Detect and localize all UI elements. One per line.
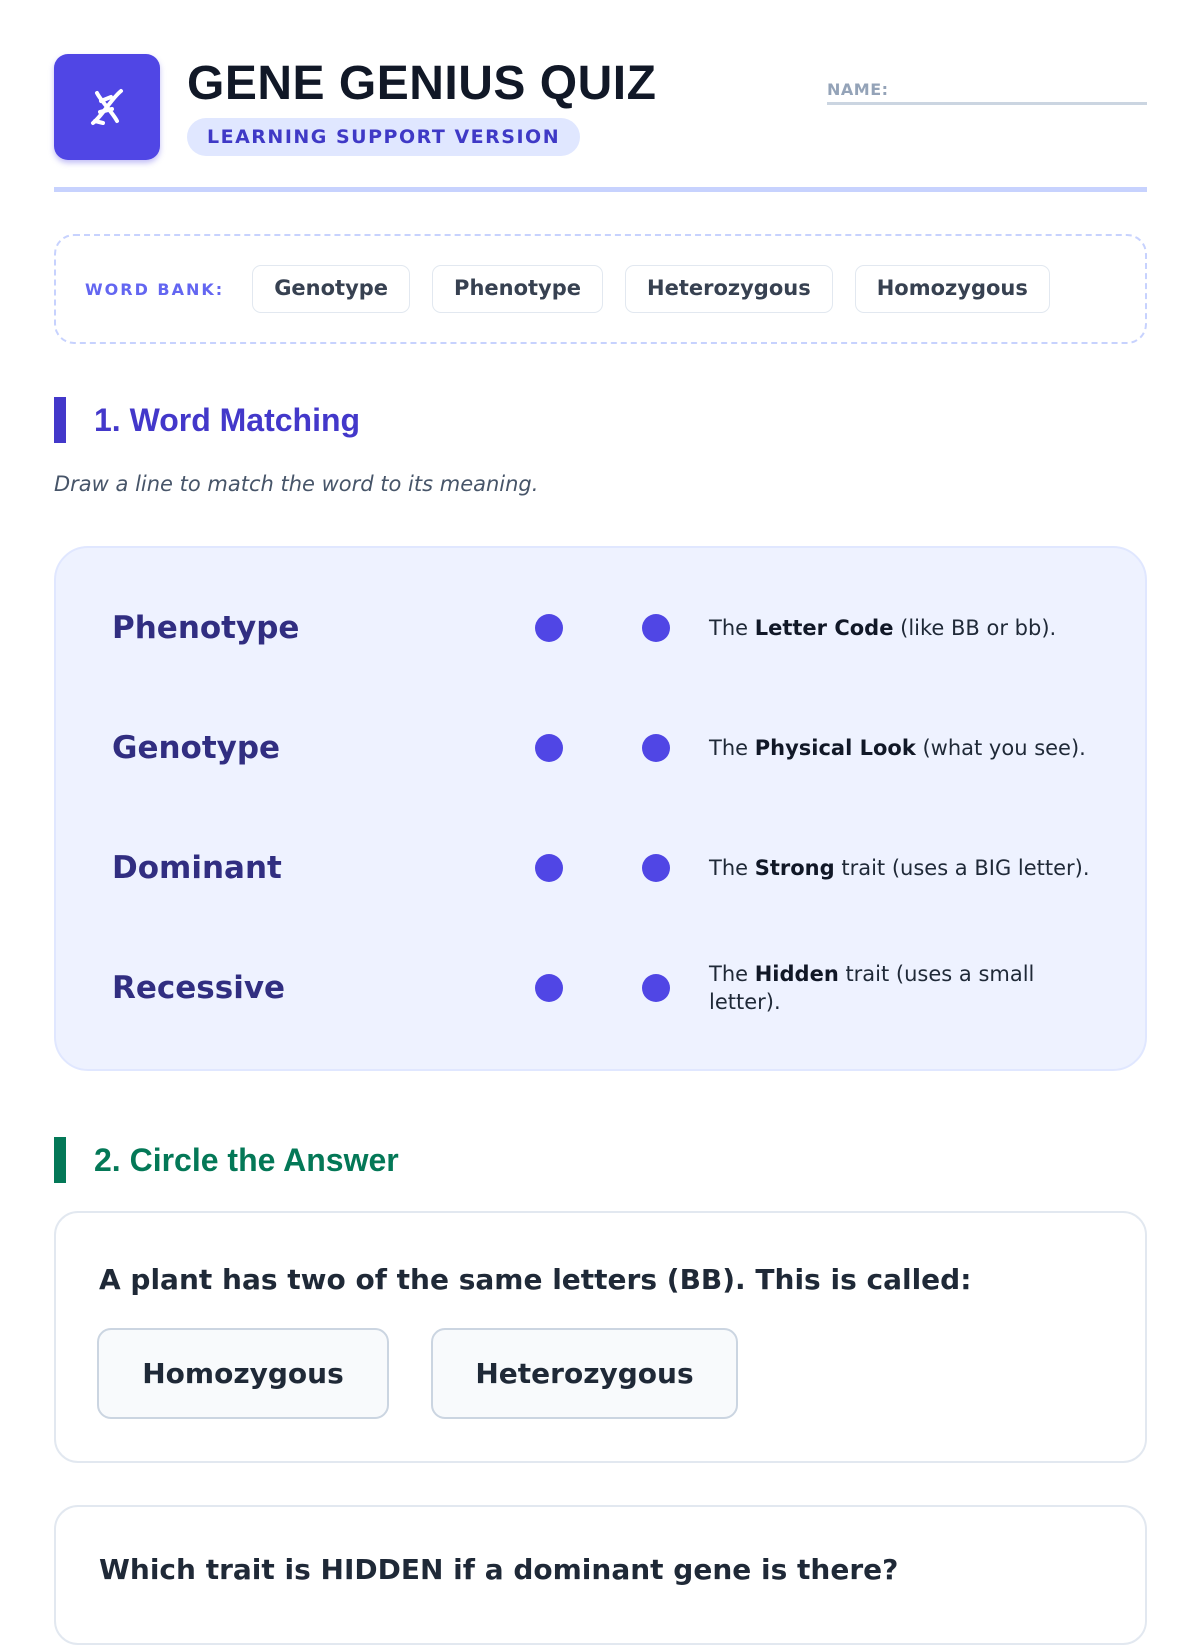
- question-text: Which trait is HIDDEN if a dominant gene is there?: [99, 1553, 899, 1586]
- section-title: 1. Word Matching: [94, 401, 361, 438]
- connector-dot-left[interactable]: [535, 734, 563, 762]
- word-bank-chip: Genotype: [252, 265, 410, 313]
- dna-icon: [79, 79, 135, 135]
- name-label: NAME:: [827, 80, 889, 99]
- connector-dot-right[interactable]: [642, 974, 670, 1002]
- answer-option-homozygous[interactable]: Homozygous: [97, 1328, 389, 1419]
- matching-instruction: Draw a line to match the word to its meaning.: [54, 472, 539, 496]
- page-title: GENE GENIUS QUIZ: [187, 57, 657, 110]
- word-bank-chip: Heterozygous: [625, 265, 833, 313]
- section-heading-word-matching: [54, 396, 360, 444]
- matching-row: [56, 833, 1149, 903]
- matching-term: Recessive: [112, 970, 286, 1006]
- header-divider: [54, 187, 1147, 192]
- question-card: [54, 1211, 1147, 1463]
- matching-panel: [54, 546, 1147, 1071]
- section-accent-bar: [54, 1137, 66, 1183]
- matching-row: [56, 713, 1149, 783]
- section-title: 2. Circle the Answer: [94, 1141, 399, 1178]
- matching-row: [56, 593, 1149, 663]
- word-bank-chip: Homozygous: [855, 265, 1050, 313]
- answer-option-heterozygous[interactable]: Heterozygous: [431, 1328, 738, 1419]
- logo: [54, 54, 160, 160]
- connector-dot-left[interactable]: [535, 974, 563, 1002]
- question-text: A plant has two of the same letters (BB). This is called:: [99, 1263, 972, 1296]
- matching-term: Dominant: [112, 850, 282, 886]
- connector-dot-right[interactable]: [642, 734, 670, 762]
- connector-dot-right[interactable]: [642, 614, 670, 642]
- connector-dot-right[interactable]: [642, 854, 670, 882]
- word-bank-chip: Phenotype: [432, 265, 603, 313]
- matching-term: Genotype: [112, 730, 281, 766]
- word-bank-label: WORD BANK:: [85, 279, 225, 299]
- matching-definition: The Letter Code (like BB or bb).: [709, 616, 1057, 640]
- matching-definition: The Physical Look (what you see).: [709, 736, 1086, 760]
- word-bank: [54, 234, 1147, 344]
- question-card: [54, 1505, 1147, 1645]
- matching-definition: The Hidden trait (uses a small letter).: [709, 962, 1035, 1014]
- connector-dot-left[interactable]: [535, 614, 563, 642]
- name-write-line[interactable]: [827, 102, 1147, 105]
- version-badge: LEARNING SUPPORT VERSION: [187, 118, 580, 156]
- section-accent-bar: [54, 397, 66, 443]
- section-heading-circle-answer: [54, 1136, 399, 1184]
- matching-term: Phenotype: [112, 610, 300, 646]
- connector-dot-left[interactable]: [535, 854, 563, 882]
- matching-definition: The Strong trait (uses a BIG letter).: [709, 856, 1090, 880]
- matching-row: [56, 953, 1149, 1023]
